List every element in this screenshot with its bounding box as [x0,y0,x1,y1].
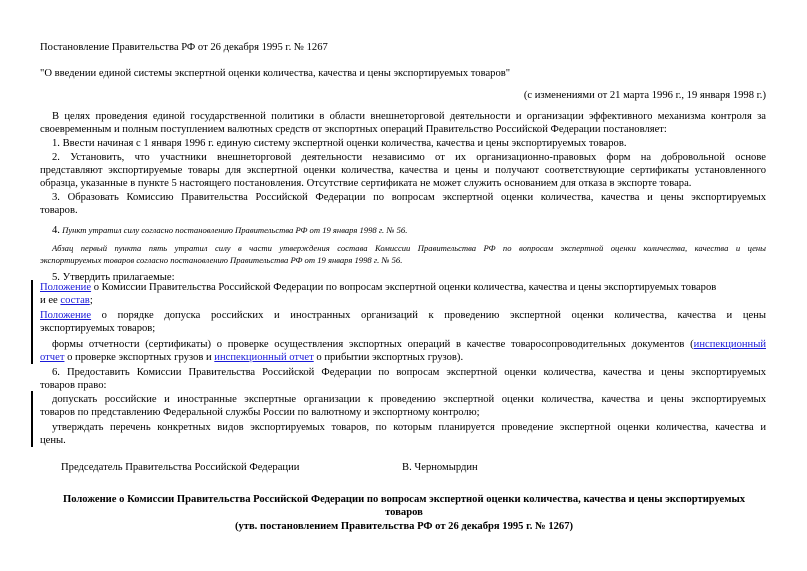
paragraph-6-line-2: товаров право: [40,380,107,391]
paragraph-5-item-2-text: о порядке допуска российских и иностранных организаций к проведению экспертной оценки количества, качества и цены [91,310,766,321]
paragraph-5-item-3-mid: о проверке экспортных грузов и [64,352,215,363]
paragraph-2-line-3: образца, указанные в пункте 5 настоящего постановления. Отсутствие сертификата не может служить основанием для отказа в экспорте товара. [40,178,692,189]
paragraph-6-item-1-line-1: допускать российские и иностранные экспертные организации к проведению экспертной оценки количества, качества и цены экспортируемых [52,394,766,405]
paragraph-2-line-2: представляют экспортируемые товары для экспертной оценки количества, качества и цены и получают соответствующие сертификаты установленного [40,165,766,176]
amendments-note: (с изменениями от 21 марта 1996 г., 19 января 1998 г.) [523,90,766,101]
document-title: Постановление Правительства РФ от 26 декабря 1995 г. № 1267 [40,42,328,53]
paragraph-2-line-1: 2. Установить, что участники внешнеторговой деятельности независимо от их организационно-правовых форм на добровольной основе [52,152,766,163]
paragraph-5-item-1-end: ; [89,295,93,306]
paragraph-5-intro: 5. Утвердить прилагаемые: [52,272,175,283]
paragraph-5-item-1-text: о Комиссии Правительства Российской Федерации по вопросам экспертной оценки количества, качества и цены экспортируемых товаров [91,282,717,293]
paragraph-6-item-2-line-2: цены. [40,435,66,446]
inspection-report-link-2[interactable]: инспекционный отчет [214,352,314,363]
appendix-approved: (утв. постановлением Правительства РФ от 26 декабря 1995 г. № 1267) [234,521,574,532]
paragraph-1: 1. Ввести начиная с 1 января 1996 г. единую систему экспертной оценки количества, качества и цены экспортируемых товаров. [52,138,627,149]
appendix-title-line-2: товаров [385,507,423,518]
paragraph-5-item-1-cont-text: и ее [40,295,61,306]
change-marker [31,335,33,364]
change-marker [31,308,33,335]
change-marker [31,418,33,447]
paragraph-5-item-3-cont [40,351,463,364]
paragraph-5-item-3-end: о прибытии экспортных грузов). [313,352,464,363]
signature-name: В. Черномырдин [402,462,478,473]
paragraph-6-line-1: 6. Предоставить Комиссии Правительства Российской Федерации по вопросам экспертной оценки количества, качества и цены экспортируемых [52,367,766,378]
change-marker [31,280,33,308]
paragraph-4-number: 4. [52,225,60,236]
note-5-line-2: экспортируемых товаров согласно постановлению Правительства РФ от 19 января 1998 г. № 56. [40,255,403,265]
appendix-title-line-1: Положение о Комиссии Правительства Российской Федерации по вопросам экспертной оценки количества, качества и цены экспортируемых [62,494,746,505]
paragraph-6-item-2-line-1: утверждать перечень конкретных видов экспортируемых товаров, по которым планируется проведение экспертной оценки количества, качества и [52,422,766,433]
inspection-report-link-1b[interactable]: отчет [40,352,65,363]
preamble-line-2: своевременным и полным поступлением валютных средств от экспортных операций Правительство Российской Федерации постановляет: [40,124,667,135]
paragraph-5-item-1-cont [40,294,93,307]
change-marker [31,391,33,420]
paragraph-5-item-2-cont: экспортируемых товаров; [40,323,156,334]
inspection-report-link-1[interactable]: инспекционный [693,339,766,350]
polozhenie-link-2[interactable]: Положение [40,310,92,321]
paragraph-3-line-1: 3. Образовать Комиссию Правительства Российской Федерации по вопросам экспертной оценки количества, качества и цены экспортируемых [52,192,766,203]
paragraph-5-item-1 [40,281,716,294]
sostav-link[interactable]: состав [60,295,90,306]
preamble-line-1: В целях проведения единой государственной политики в области внешнеторговой деятельности и организации эффективного механизма контроля за [52,111,766,122]
paragraph-5-item-2 [40,309,766,322]
paragraph-3-line-2: товаров. [40,205,78,216]
polozhenie-link-1[interactable]: Положение [40,282,92,293]
paragraph-4-note: Пункт утратил силу согласно постановлению Правительства РФ от 19 января 1998 г. № 56. [62,225,408,235]
document-subtitle: "О введении единой системы экспертной оценки количества, качества и цены экспортируемых товаров" [40,68,511,79]
note-5-line-1: Абзац первый пункта пять утратил силу в части утверждения состава Комиссии Правительства РФ по вопросам экспертной оценки количества, качества и цены [52,243,766,253]
signature-position: Председатель Правительства Российской Федерации [61,462,300,473]
paragraph-5-item-3 [52,338,766,351]
paragraph-4 [52,224,407,237]
paragraph-5-item-3-text: формы отчетности (сертификаты) о проверке осуществления экспортных операций в качестве товаросопроводительных документов ( [52,339,694,350]
paragraph-6-item-1-line-2: товаров по представлению Федеральной службы России по валютному и экспортному контролю; [40,407,480,418]
